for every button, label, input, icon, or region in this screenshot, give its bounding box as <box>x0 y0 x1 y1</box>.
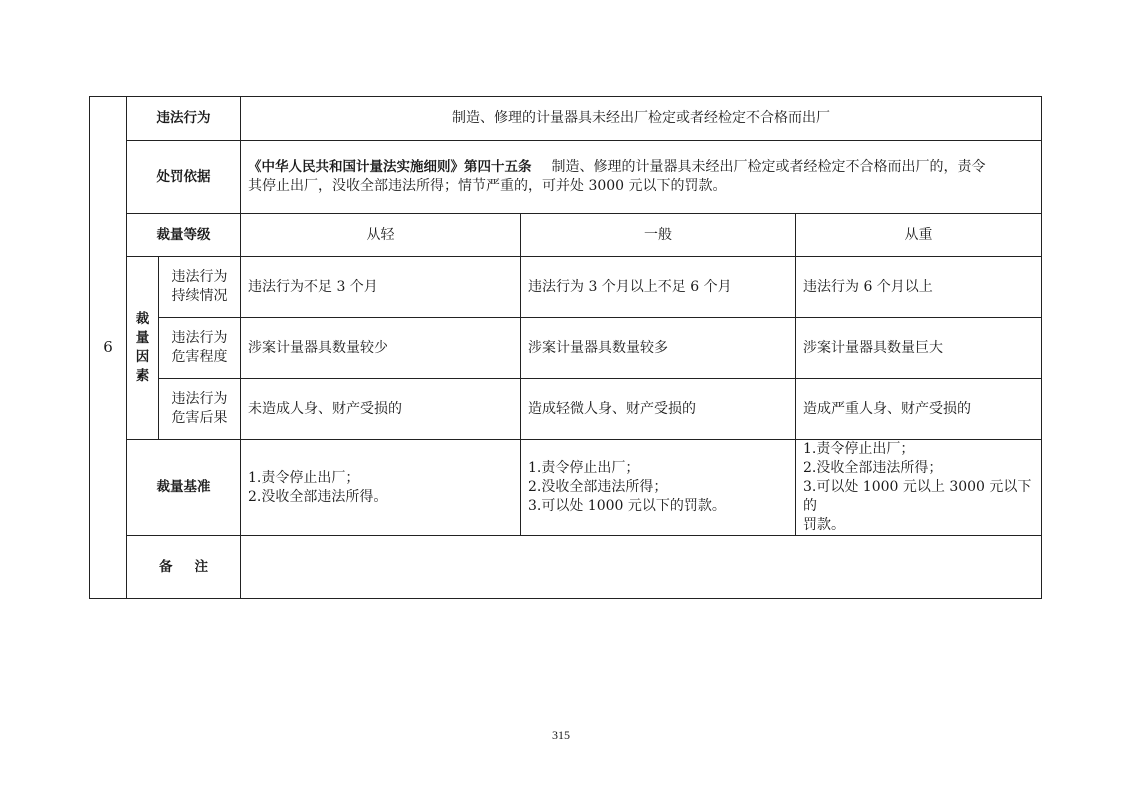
factor-light: 未造成人身、财产受损的 <box>241 379 521 440</box>
penalty-discretion-table <box>89 96 1042 599</box>
law-reference: 《中华人民共和国计量法实施细则》第四十五条 <box>248 159 532 175</box>
standard-line: 3.可以处 1000 元以上 3000 元以下的 <box>803 479 1032 514</box>
violation-row <box>90 97 1042 141</box>
factor-row-severity <box>90 318 1042 379</box>
remarks-label <box>127 536 241 599</box>
factors-char-3: 因 <box>135 349 150 365</box>
factor-light: 涉案计量器具数量较少 <box>241 318 521 379</box>
factor-row-duration <box>90 257 1042 318</box>
legal-basis-text-line2: 其停止出厂，没收全部违法所得；情节严重的，可并处 3000 元以下的罚款。 <box>248 178 727 194</box>
standard-line: 2.没收全部违法所得； <box>803 460 943 476</box>
legal-basis-label: 处罚依据 <box>127 141 241 214</box>
violation-text: 制造、修理的计量器具未经出厂检定或者经检定不合格而出厂 <box>241 97 1042 141</box>
standard-label: 裁量基准 <box>127 440 241 536</box>
violation-label: 违法行为 <box>127 97 241 141</box>
factor-heavy: 违法行为 6 个月以上 <box>796 257 1042 318</box>
factor-name-line1: 违法行为 <box>171 330 228 346</box>
standard-light <box>241 440 521 536</box>
standard-line: 1.责令停止出厂； <box>803 441 915 457</box>
factor-name-line2: 危害程度 <box>171 349 228 365</box>
remarks-value <box>241 536 1042 599</box>
factor-name-line1: 违法行为 <box>171 269 228 285</box>
factor-normal: 涉案计量器具数量较多 <box>521 318 796 379</box>
factors-char-2: 量 <box>135 330 150 346</box>
legal-basis-text-line1: 制造、修理的计量器具未经出厂检定或者经检定不合格而出厂的，责令 <box>551 159 986 175</box>
standard-line: 3.可以处 1000 元以下的罚款。 <box>528 498 726 514</box>
standard-row <box>90 440 1042 536</box>
standard-line: 2.没收全部违法所得。 <box>248 488 388 505</box>
factor-normal: 造成轻微人身、财产受损的 <box>521 379 796 440</box>
level-light: 从轻 <box>241 214 521 257</box>
factor-heavy: 造成严重人身、财产受损的 <box>796 379 1042 440</box>
remarks-label-text: 备注 <box>159 558 230 575</box>
factor-name-line2: 危害后果 <box>171 410 228 426</box>
standard-heavy <box>796 440 1042 536</box>
levels-row <box>90 214 1042 257</box>
standard-line: 1.责令停止出厂； <box>528 460 640 476</box>
factors-group-label <box>127 257 159 440</box>
factor-name <box>159 318 241 379</box>
levels-label: 裁量等级 <box>127 214 241 257</box>
standard-normal <box>521 440 796 536</box>
standard-line: 2.没收全部违法所得； <box>528 479 668 495</box>
factor-name-line1: 违法行为 <box>171 391 228 407</box>
factor-name-line2: 持续情况 <box>171 288 228 304</box>
remarks-row <box>90 536 1042 599</box>
legal-basis-cell <box>241 141 1042 214</box>
factor-name <box>159 257 241 318</box>
standard-line: 罚款。 <box>803 517 845 533</box>
factor-name <box>159 379 241 440</box>
factors-char-4: 素 <box>135 368 150 384</box>
factors-char-1: 裁 <box>135 311 150 327</box>
item-number: 6 <box>90 97 127 599</box>
factor-heavy: 涉案计量器具数量巨大 <box>796 318 1042 379</box>
factor-row-consequence <box>90 379 1042 440</box>
standard-line: 1.责令停止出厂； <box>248 469 360 486</box>
level-normal: 一般 <box>521 214 796 257</box>
factor-light: 违法行为不足 3 个月 <box>241 257 521 318</box>
legal-basis-row <box>90 141 1042 214</box>
page-number: 315 <box>552 728 570 742</box>
level-heavy: 从重 <box>796 214 1042 257</box>
factor-normal: 违法行为 3 个月以上不足 6 个月 <box>521 257 796 318</box>
